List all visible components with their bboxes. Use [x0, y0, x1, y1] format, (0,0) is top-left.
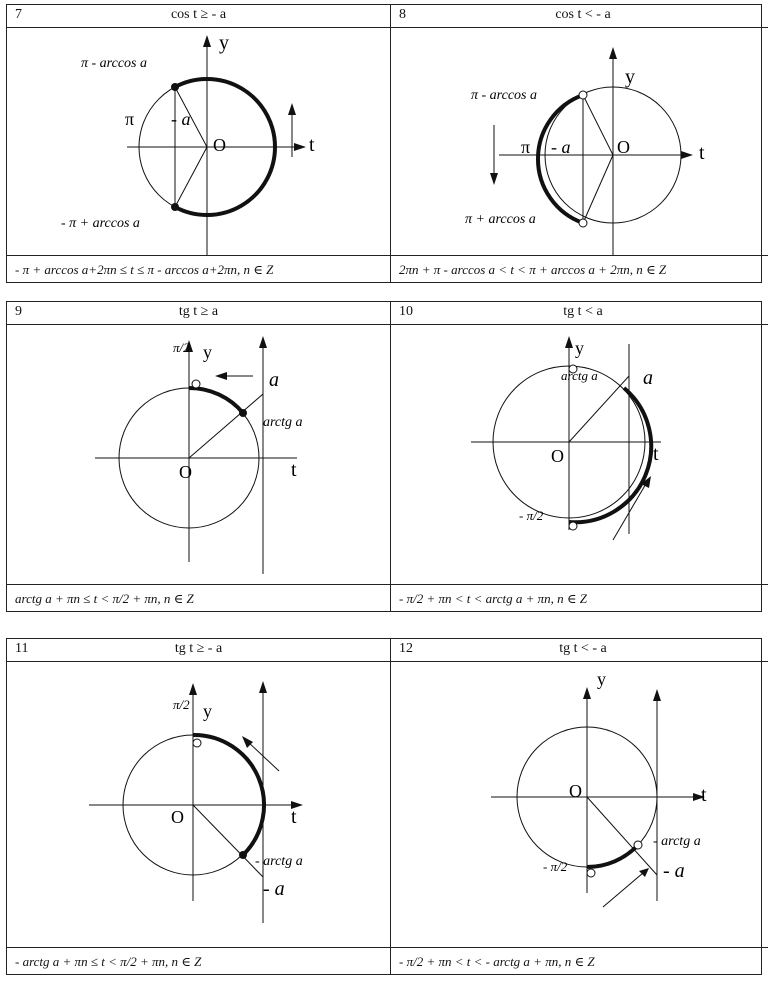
- label-t-axis: t: [701, 784, 707, 806]
- label-y-axis: y: [203, 342, 212, 362]
- panel-number: 10: [399, 304, 413, 319]
- unit-circle-diagram-8: [391, 27, 768, 257]
- label-bottom-angle: π + arccos a: [465, 212, 536, 227]
- label-pi-half: - π/2: [543, 859, 568, 874]
- panel-number: 12: [399, 641, 413, 656]
- label-pi-half: π/2: [173, 340, 190, 355]
- label-a: a: [643, 367, 653, 389]
- panel-12: [391, 639, 768, 974]
- panel-condition: tg t < - a: [559, 641, 607, 656]
- panel-header: [391, 302, 768, 325]
- label-pi-half: - π/2: [519, 508, 544, 523]
- tangent-diagram-12: [391, 661, 768, 949]
- panel-answer: 2πn + π - arccos a < t < π + arccos a + 2πn, n ∈ Z: [391, 255, 768, 282]
- unit-circle-diagram-7: [7, 27, 391, 257]
- label-t-axis: t: [653, 443, 659, 465]
- label-a: a: [269, 369, 279, 391]
- panel-answer: - π/2 + πn < t < - arctg a + πn, n ∈ Z: [391, 947, 768, 974]
- panel-condition: tg t ≥ a: [178, 304, 219, 319]
- row-panels-11-12: [6, 638, 762, 975]
- panel-header: [7, 639, 390, 662]
- panel-header: [7, 302, 390, 325]
- panel-condition: tg t ≥ - a: [174, 641, 223, 656]
- label-arctg: - arctg a: [255, 854, 303, 869]
- label-arctg: arctg a: [561, 368, 598, 383]
- panel-answer: - arctg a + πn ≤ t < π/2 + πn, n ∈ Z: [7, 947, 390, 974]
- panel-number: 11: [15, 641, 29, 656]
- panel-condition: cos t < - a: [555, 7, 611, 22]
- label-t-axis: t: [699, 142, 705, 164]
- label-top-angle: π - arccos a: [81, 56, 147, 71]
- row-panels-7-8: [6, 4, 762, 283]
- label-bottom-angle: - π + arccos a: [61, 216, 140, 231]
- panel-10: [391, 302, 768, 611]
- label-origin: O: [617, 137, 630, 157]
- panel-number: 9: [15, 304, 22, 319]
- label-origin: O: [551, 446, 564, 466]
- tangent-diagram-11: [7, 661, 391, 949]
- label-y-axis: y: [625, 66, 635, 88]
- label-t-axis: t: [291, 459, 297, 481]
- panel-condition: cos t ≥ - a: [170, 7, 227, 22]
- label-y-axis: y: [597, 669, 606, 689]
- label-pi: π: [521, 137, 531, 157]
- label-origin: O: [569, 781, 582, 801]
- label-pi-half: π/2: [173, 697, 190, 712]
- label-arctg: - arctg a: [653, 834, 701, 849]
- label-minus-a: - a: [171, 109, 191, 129]
- label-origin: O: [171, 807, 184, 827]
- label-minus-a: - a: [551, 137, 571, 157]
- label-t-axis: t: [291, 806, 297, 828]
- label-origin: O: [179, 462, 192, 482]
- label-origin: O: [213, 135, 226, 155]
- panel-number: 7: [15, 7, 22, 22]
- panel-header: [7, 5, 390, 28]
- label-top-angle: π - arccos a: [471, 88, 537, 103]
- panel-7: [7, 5, 391, 282]
- panel-header: [391, 639, 768, 662]
- tangent-diagram-10: [391, 324, 768, 582]
- label-y-axis: y: [575, 338, 584, 358]
- panel-answer: - π + arccos a+2πn ≤ t ≤ π - arccos a+2πn, n ∈ Z: [7, 255, 390, 282]
- label-t-axis: t: [309, 134, 315, 156]
- label-arctg: arctg a: [263, 415, 303, 430]
- label-pi: π: [125, 109, 135, 129]
- panel-answer: arctg a + πn ≤ t < π/2 + πn, n ∈ Z: [7, 584, 390, 611]
- panel-condition: tg t < a: [563, 304, 603, 319]
- row-panels-9-10: [6, 301, 762, 612]
- panel-number: 8: [399, 7, 406, 22]
- tangent-diagram-9: [7, 324, 391, 582]
- panel-11: [7, 639, 391, 974]
- panel-9: [7, 302, 391, 611]
- label-a: - a: [663, 860, 685, 882]
- panel-header: [391, 5, 768, 28]
- panel-8: [391, 5, 768, 282]
- panel-answer: - π/2 + πn < t < arctg a + πn, n ∈ Z: [391, 584, 768, 611]
- label-y-axis: y: [219, 32, 229, 54]
- label-a: - a: [263, 878, 285, 900]
- label-y-axis: y: [203, 701, 212, 721]
